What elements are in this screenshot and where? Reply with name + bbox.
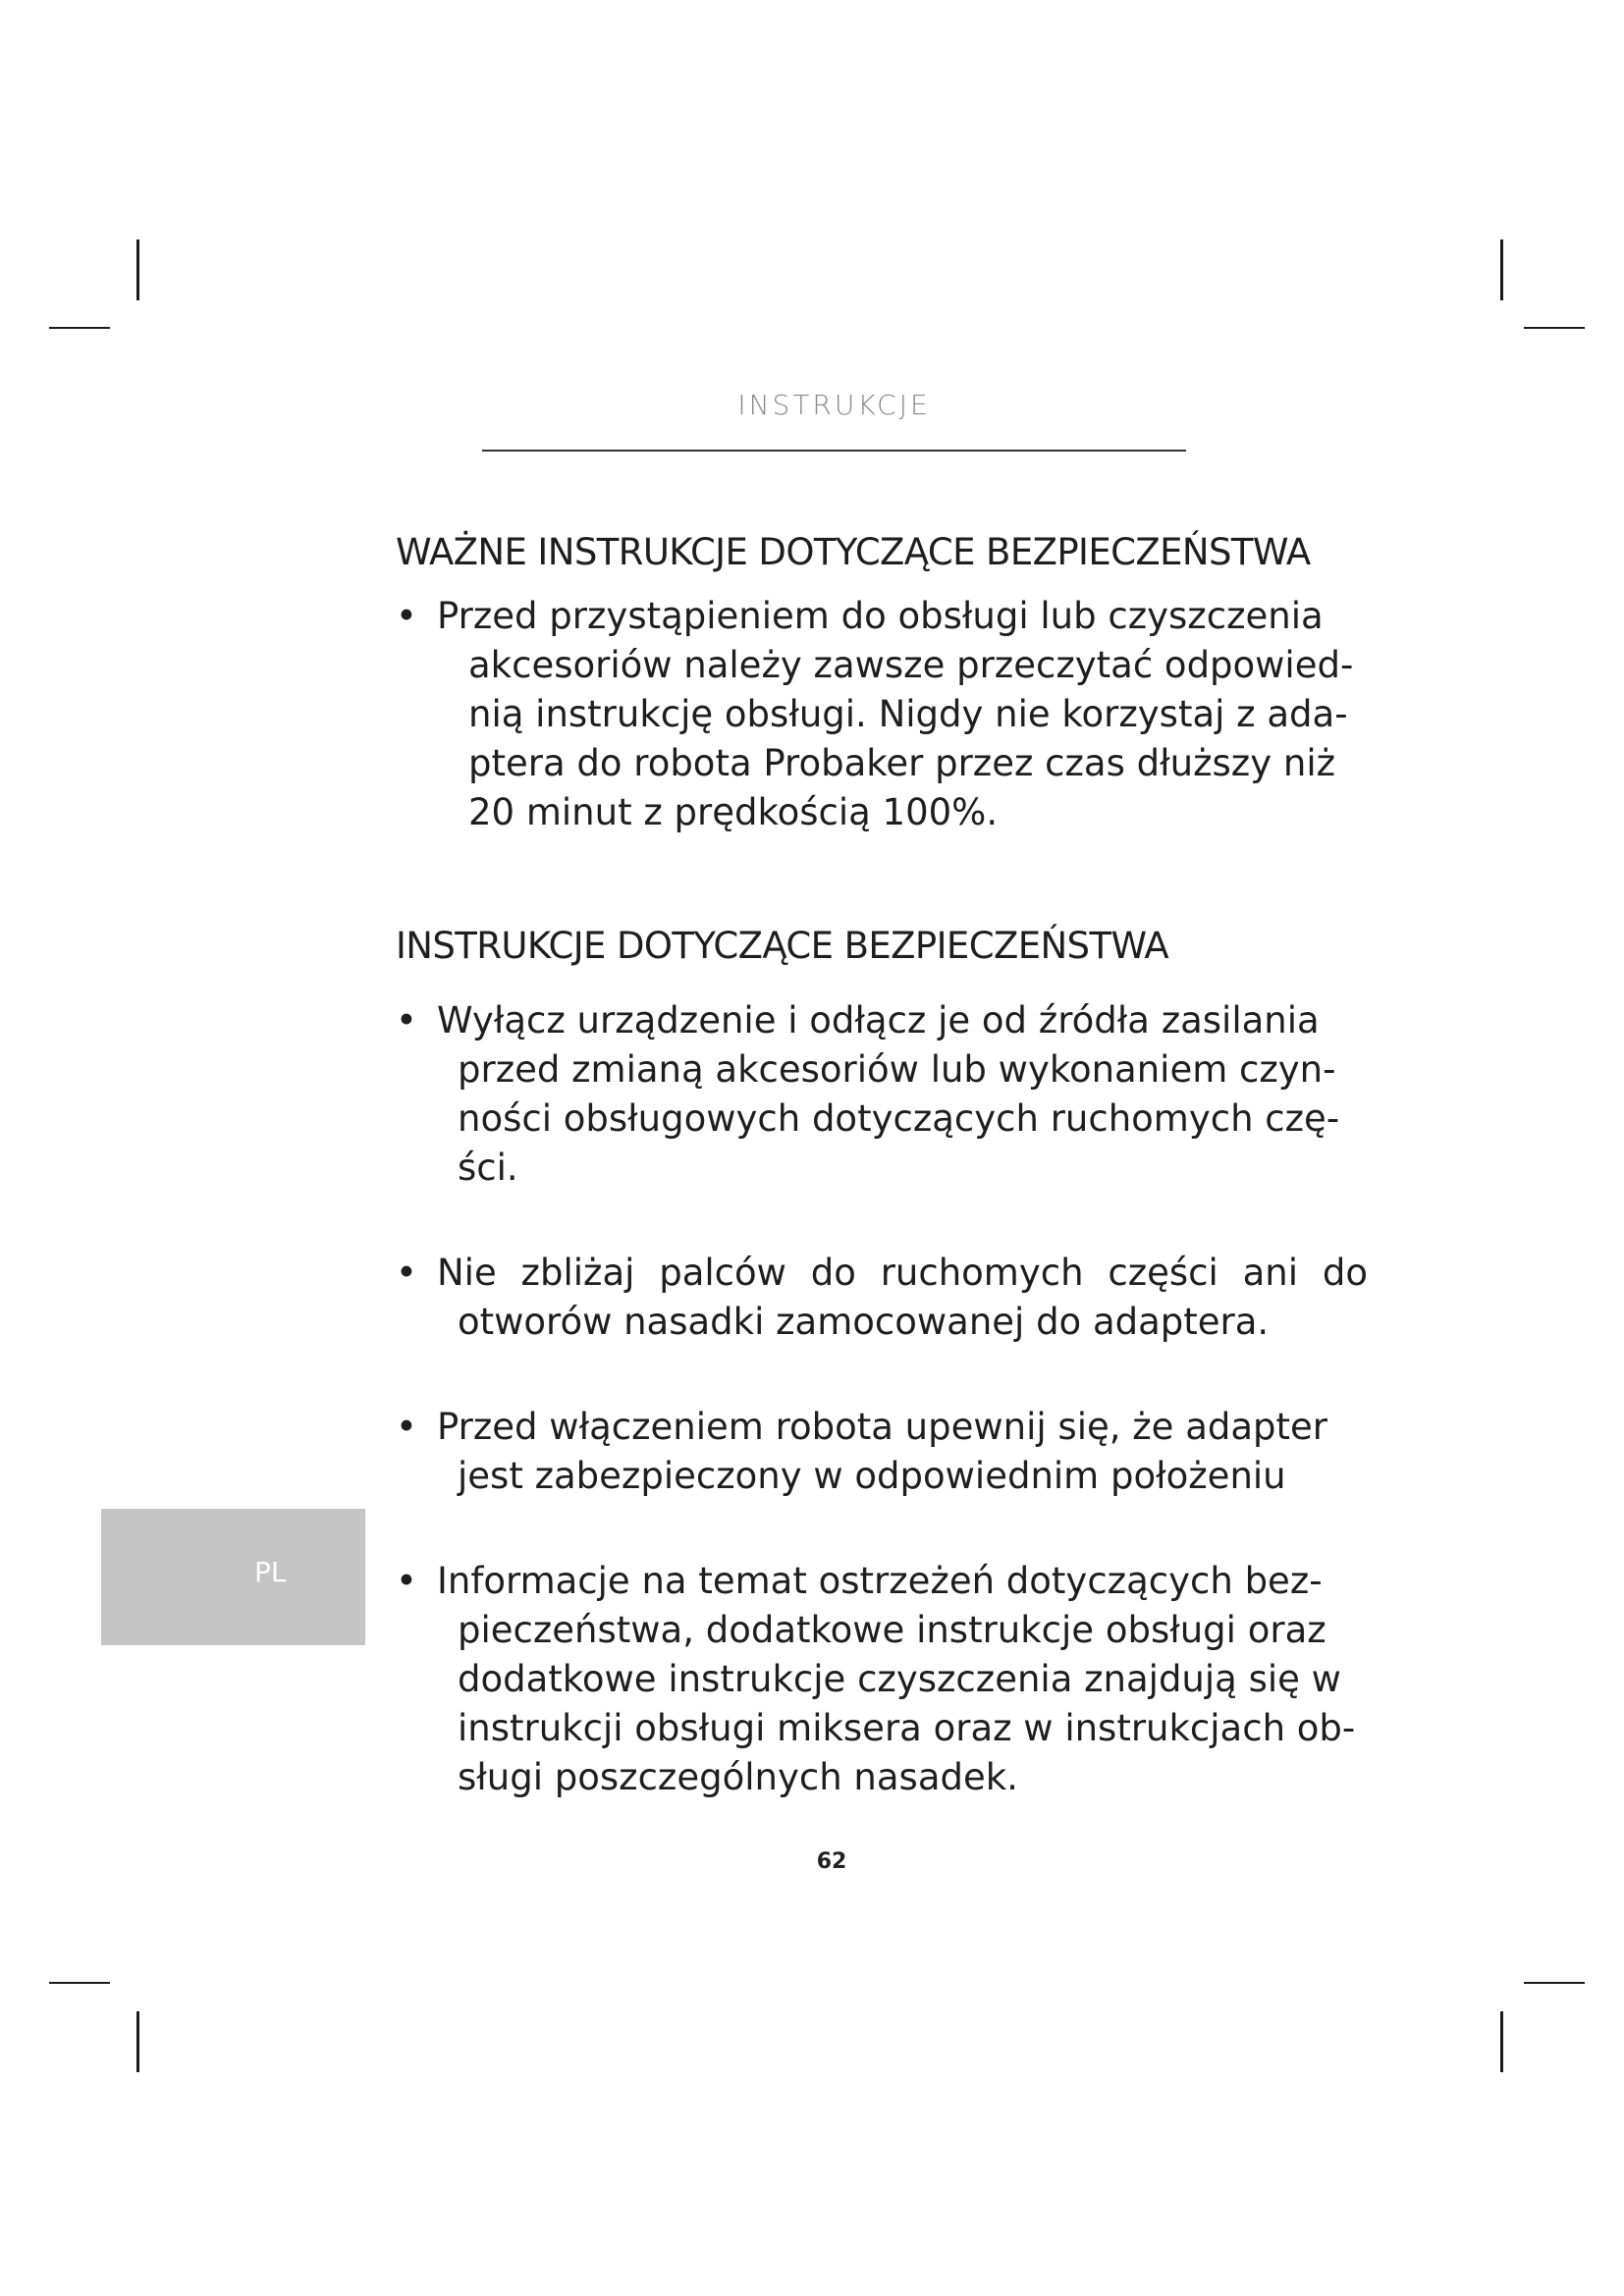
bullet-text-line: Wyłącz urządzenie i odłącz je od źródła zasilania: [437, 999, 1320, 1041]
bullet-text-line: przed zmianą akcesoriów lub wykonaniem czyn-: [458, 1048, 1336, 1091]
bullet-text-line: nią instrukcję obsługi. Nigdy nie korzystaj z ada-: [468, 693, 1348, 735]
section-title-safety: INSTRUKCJE DOTYCZĄCE BEZPIECZEŃSTWA: [396, 925, 1169, 967]
bullet-dot-icon: •: [396, 1252, 417, 1294]
bullet-dot-icon: •: [396, 595, 417, 637]
bullet-dot-icon: •: [396, 999, 417, 1041]
crop-mark-bottom-right-vertical: [1500, 2011, 1503, 2072]
bullet-text-line: Nie zbliżaj palców do ruchomych części ani do: [437, 1252, 1368, 1294]
bullet-text-line: otworów nasadki zamocowanej do adaptera.: [458, 1301, 1270, 1343]
running-header: INSTRUKCJE: [737, 389, 931, 421]
language-tab: [101, 1509, 365, 1645]
bullet-text-line: sługi poszczególnych nasadek.: [458, 1756, 1018, 1798]
bullet-text-line: Informacje na temat ostrzeżeń dotyczących bez-: [437, 1560, 1323, 1602]
bullet-read-instructions: [396, 592, 1368, 837]
bullet-text-line: akcesoriów należy zawsze przeczytać odpowied-: [468, 644, 1354, 686]
section-title-important-safety: WAŻNE INSTRUKCJE DOTYCZĄCE BEZPIECZEŃSTWA: [396, 531, 1311, 573]
crop-mark-bottom-left-horizontal: [49, 1982, 110, 1984]
bullet-further-information: [396, 1557, 1368, 1802]
page-number: 62: [816, 1849, 847, 1874]
bullet-text-line: 20 minut z prędkością 100%.: [468, 791, 999, 833]
bullet-dot-icon: •: [396, 1406, 417, 1448]
bullet-text-line: ptera do robota Probaker przez czas dłuższy niż: [468, 742, 1336, 784]
bullet-text-line: dodatkowe instrukcje czyszczenia znajdują się w: [458, 1658, 1341, 1700]
bullet-dot-icon: •: [396, 1560, 417, 1602]
bullet-text-line: ści.: [458, 1147, 518, 1189]
language-tab-label: PL: [254, 1556, 287, 1588]
crop-mark-bottom-right-horizontal: [1524, 1982, 1585, 1984]
bullet-adapter-secured: [396, 1403, 1368, 1501]
bullet-text-line: pieczeństwa, dodatkowe instrukcje obsługi oraz: [458, 1609, 1326, 1651]
crop-mark-top-right-vertical: [1500, 240, 1503, 300]
crop-mark-top-left-horizontal: [49, 327, 110, 329]
bullet-text-line: instrukcji obsługi miksera oraz w instrukcjach ob-: [458, 1707, 1356, 1749]
bullet-text-line: Przed przystąpieniem do obsługi lub czyszczenia: [437, 595, 1324, 637]
crop-mark-bottom-left-vertical: [136, 2011, 139, 2072]
bullet-disconnect-power: [396, 996, 1368, 1193]
header-rule: [482, 450, 1186, 452]
bullet-text-line: jest zabezpieczony w odpowiednim położeniu: [458, 1455, 1286, 1497]
bullet-keep-fingers-away: [396, 1249, 1368, 1347]
document-body: [396, 528, 1368, 1802]
crop-mark-top-left-vertical: [136, 240, 139, 300]
bullet-text-line: Przed włączeniem robota upewnij się, że adapter: [437, 1406, 1328, 1448]
bullet-text-line: ności obsługowych dotyczących ruchomych czę-: [458, 1097, 1340, 1140]
crop-mark-top-right-horizontal: [1524, 327, 1585, 329]
